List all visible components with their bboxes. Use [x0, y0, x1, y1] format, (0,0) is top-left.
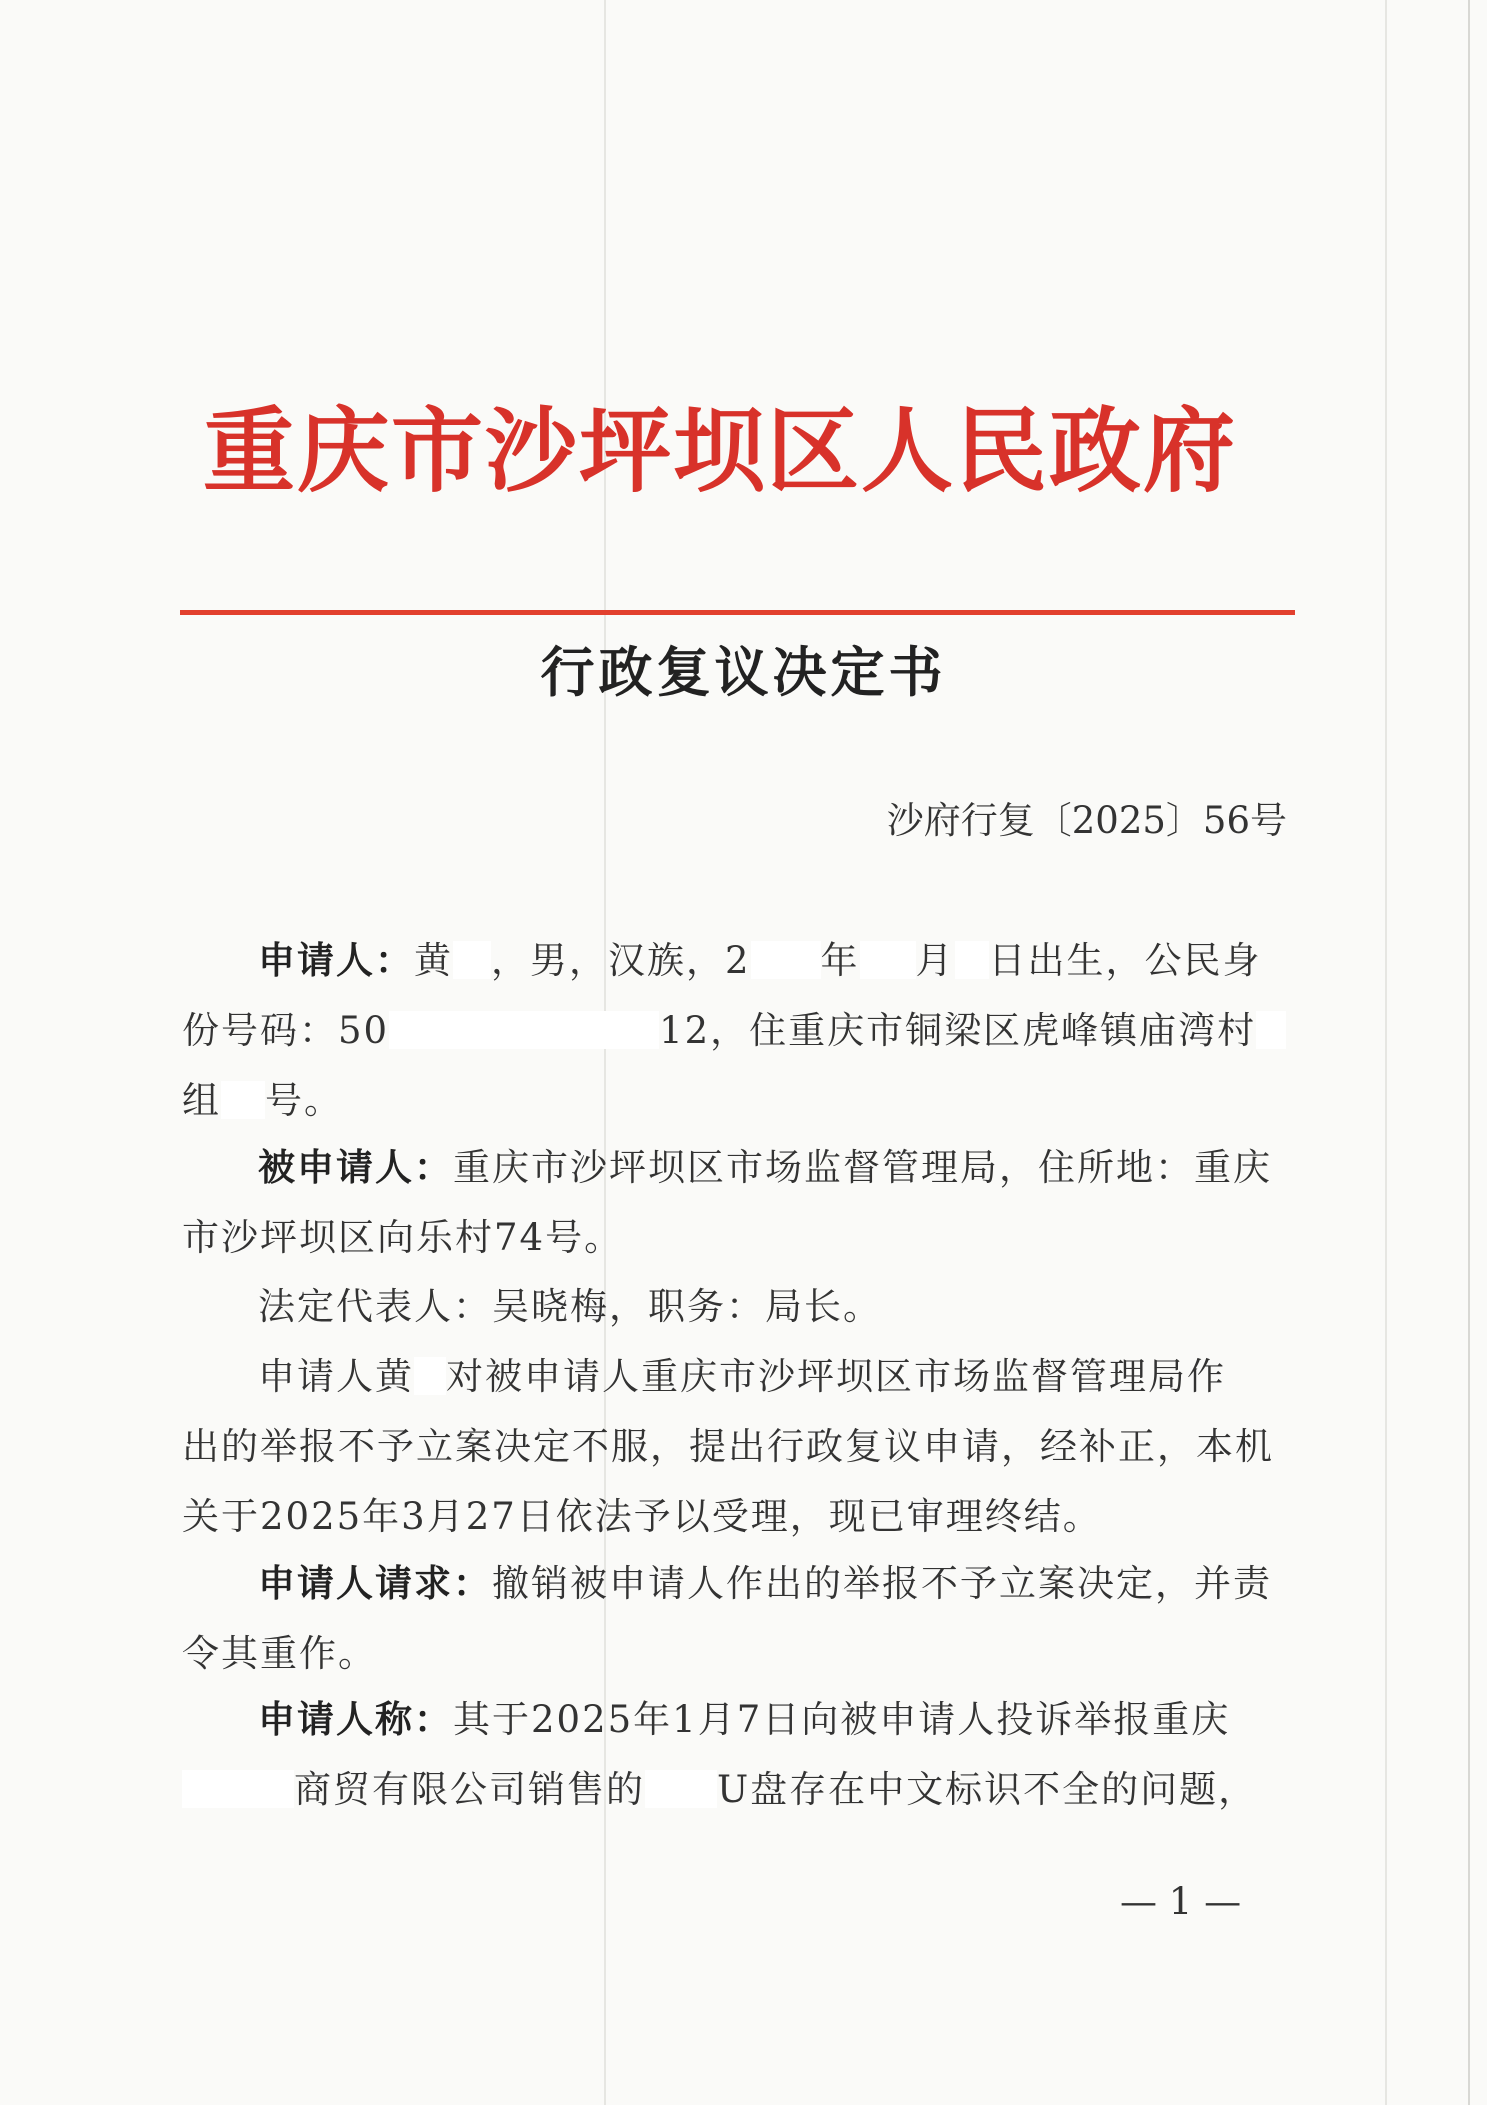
applicant-paragraph: 申请人：黄 ，男，汉族，2 年 月 日出生，公民身 份号码：50 12，住重庆市铜梁区虎峰镇庙湾村 组 号。 [182, 925, 1282, 1136]
redaction-box [955, 941, 989, 979]
document-title: 行政复议决定书 [540, 640, 947, 704]
respondent-paragraph: 被申请人：重庆市沙坪坝区市场监督管理局，住所地：重庆 市沙坪坝区向乐村74号。 [182, 1145, 1272, 1259]
redaction-box [414, 1357, 446, 1395]
redaction-box [645, 1770, 717, 1808]
redaction-box [453, 941, 491, 979]
legal-representative: 法定代表人：吴晓梅，职务：局长。 [258, 1285, 882, 1328]
redaction-box [860, 941, 916, 979]
document-number: 沙府行复〔2025〕56号 [886, 799, 1287, 842]
redaction-box [751, 941, 821, 979]
red-separator-rule [180, 610, 1295, 615]
redaction-box [389, 1011, 659, 1049]
request-label: 申请人请求： [258, 1561, 492, 1605]
paper-edge-line [1468, 0, 1470, 2105]
paper-fold-line [1385, 0, 1387, 2105]
claim-label: 申请人称： [258, 1697, 453, 1741]
intro-paragraph: 申请人黄 对被申请人重庆市沙坪坝区市场监督管理局作 出的举报不予立案决定不服，提出行政复议申请，经补正，本机 关于2025年3月27日依法予以受理，现已审理终结。 [182, 1355, 1274, 1538]
redaction-box [1256, 1011, 1286, 1049]
claim-paragraph: 申请人称：其于2025年1月7日向被申请人投诉举报重庆 商贸有限公司销售的 U盘存在中文标识不全的问题， [182, 1684, 1282, 1825]
request-paragraph: 申请人请求：撤销被申请人作出的举报不予立案决定，并责 令其重作。 [182, 1561, 1272, 1675]
applicant-label: 申请人： [258, 938, 414, 982]
redaction-box [221, 1081, 265, 1119]
page-number: — 1 — [1120, 1880, 1242, 1923]
respondent-label: 被申请人： [258, 1145, 453, 1189]
issuer-masthead: 重庆市沙坪坝区人民政府 [202, 397, 1237, 505]
redaction-box [182, 1770, 294, 1808]
